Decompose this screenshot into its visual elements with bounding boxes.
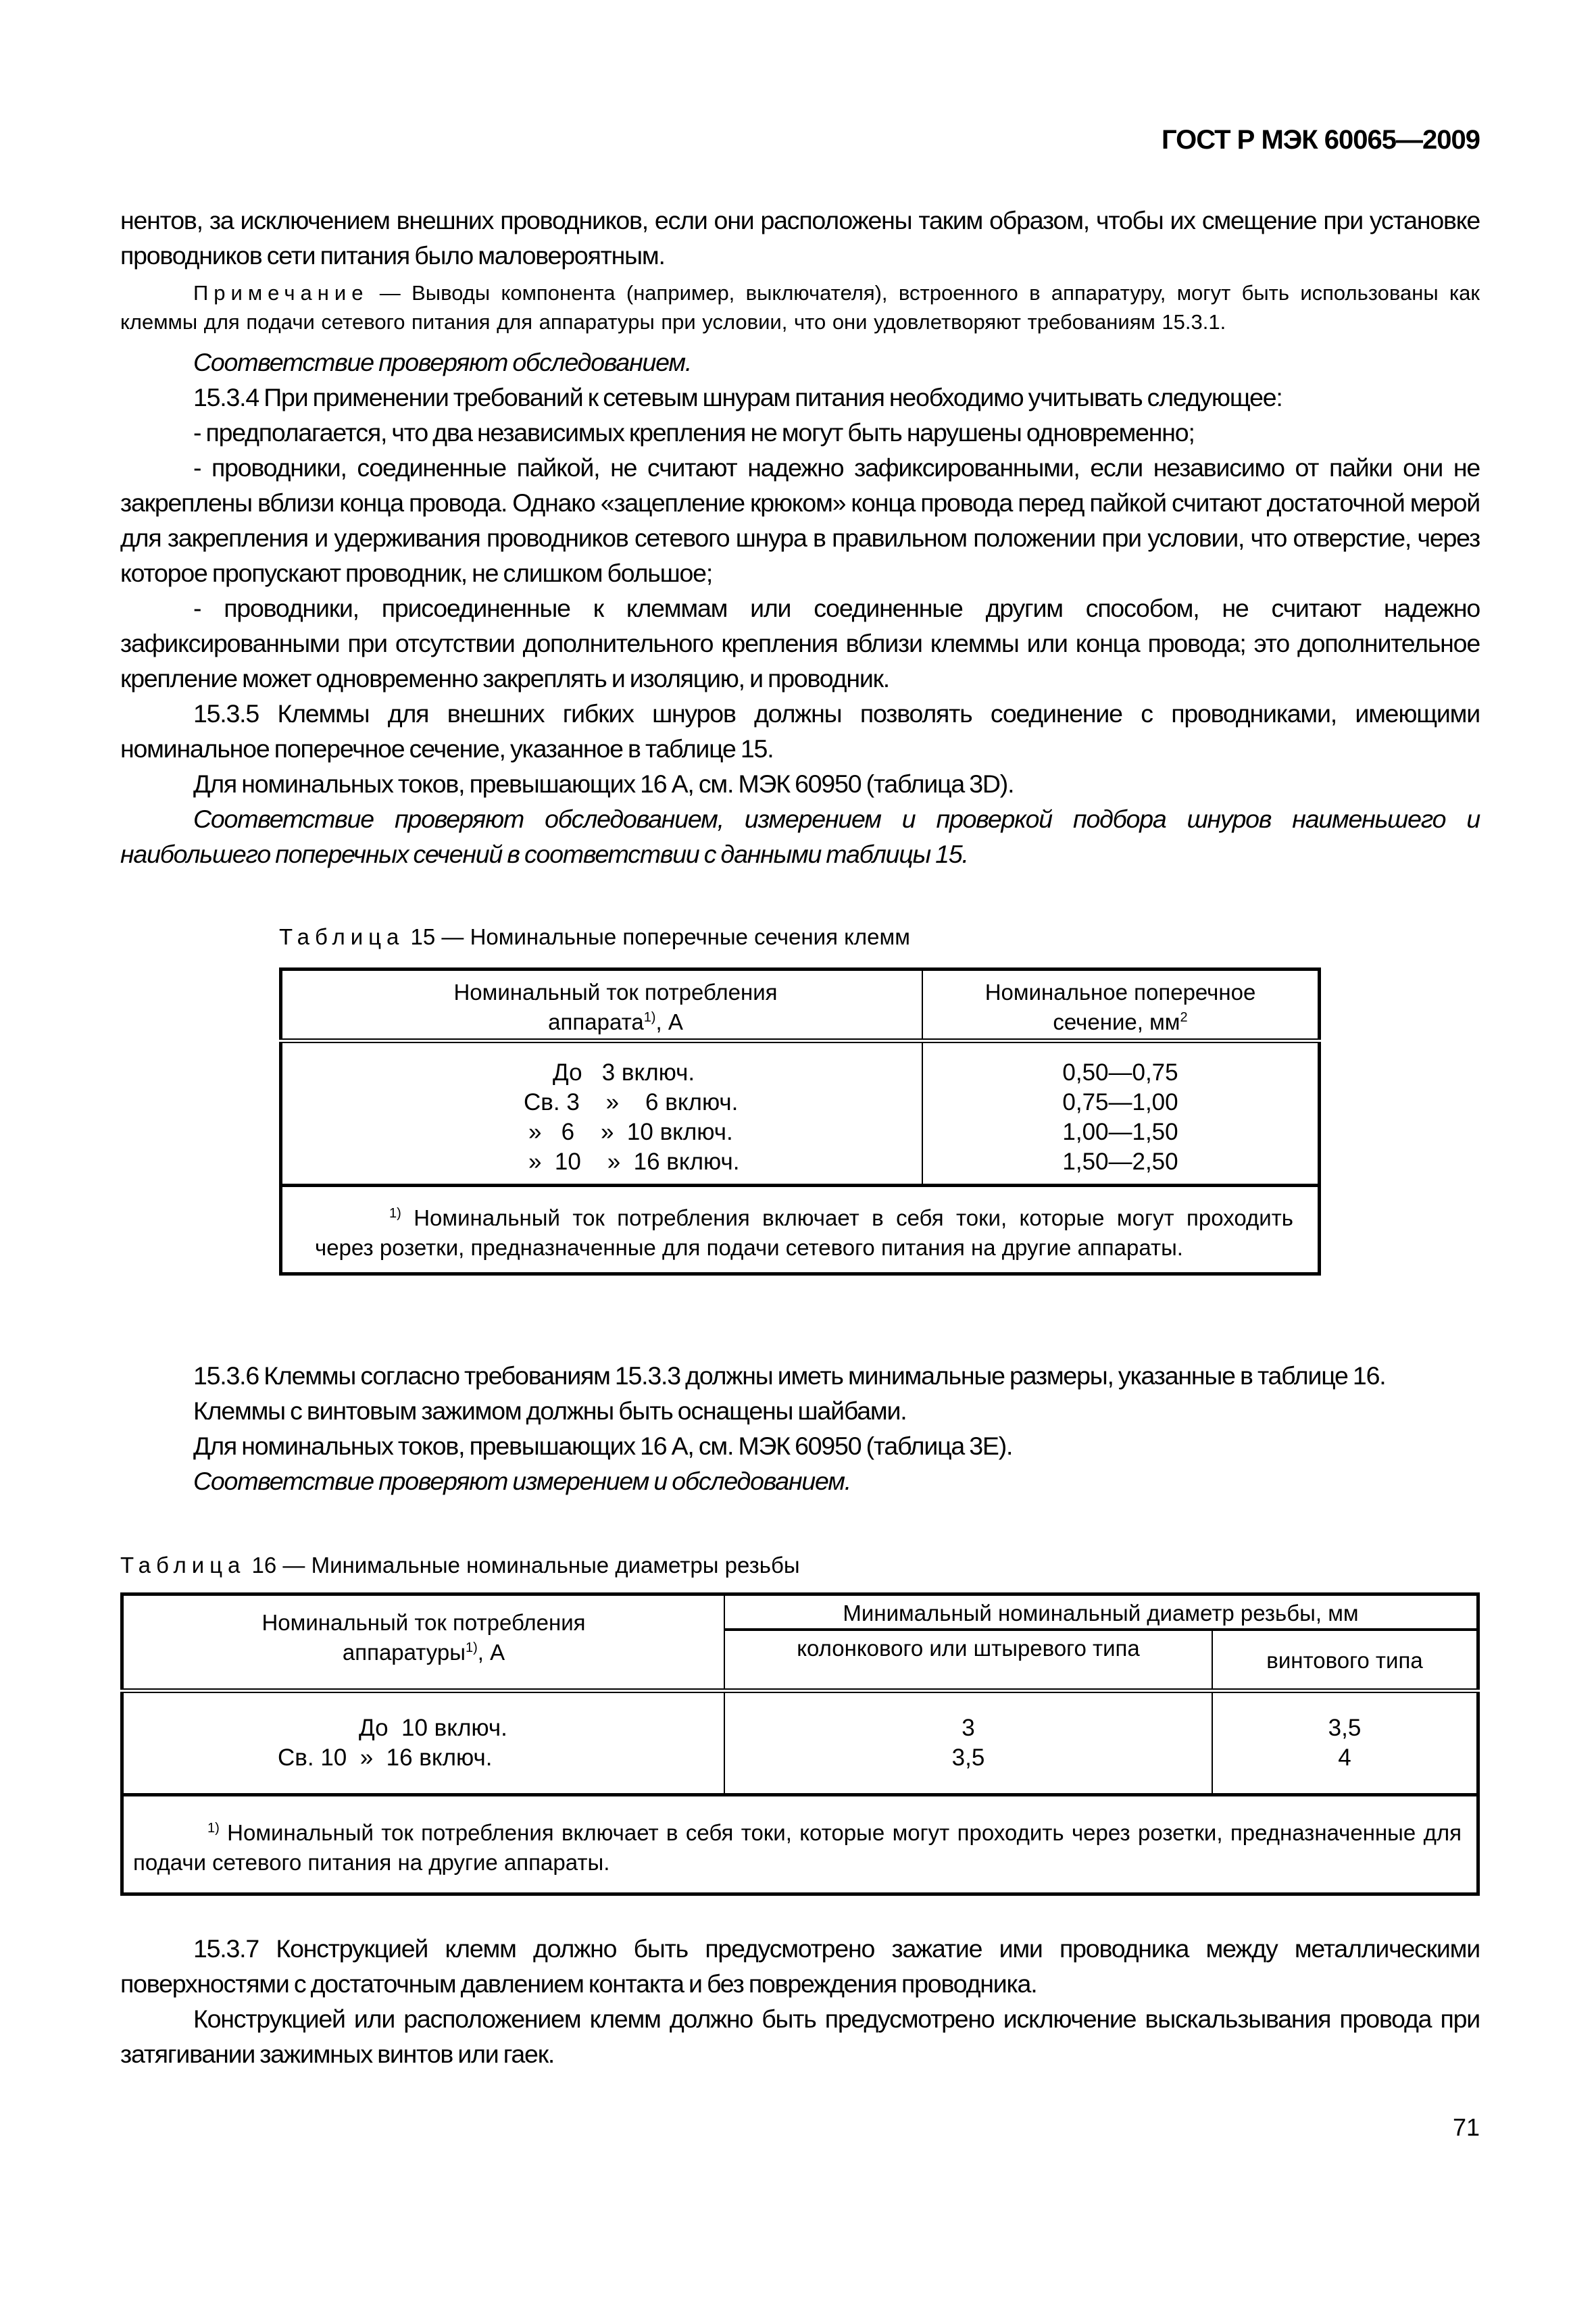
list-item: - проводники, присоединенные к клеммам или соединенные другим способом, не считают надежно зафиксированными при отсутствии дополнительного крепления вблизи клеммы или конца провода; это дополнительное крепление может одновременно закреплять и изоляцию, и проводник. bbox=[120, 594, 1480, 693]
table-15-caption bbox=[279, 924, 910, 950]
header-text: аппаратуры$^{1)}$, А bbox=[342, 1640, 505, 1665]
table-16-caption bbox=[120, 1553, 800, 1578]
paragraph: Для номинальных токов, превышающих 16 А, см. МЭК 60950 (таблица 3Е). bbox=[193, 1432, 1013, 1460]
table-cell: 1,50—2,50 bbox=[1062, 1149, 1178, 1175]
footnote-text: Номинальный ток потребления включает в себя токи, которые могут проходить через розетки, предназначенные для подачи сетевого питания на другие аппараты. bbox=[133, 1819, 1462, 1875]
table-15 bbox=[279, 967, 1321, 1276]
table-footnote bbox=[281, 1186, 1320, 1274]
footnote-mark: 1) bbox=[207, 1820, 220, 1836]
compliance-note: Соответствие проверяют обследованием. bbox=[193, 348, 692, 376]
caption-text: 15 — Номинальные поперечные сечения клемм bbox=[404, 924, 910, 949]
table-cell: 1,00—1,50 bbox=[1062, 1119, 1178, 1145]
table-16 bbox=[120, 1592, 1480, 1896]
clause-15-3-4: 15.3.4 При применении требований к сетевым шнурам питания необходимо учитывать следующее: bbox=[193, 383, 1282, 411]
group-header: Минимальный номинальный диаметр резьбы, мм bbox=[724, 1594, 1478, 1630]
paragraph: Клеммы с винтовым зажимом должны быть оснащены шайбами. bbox=[193, 1397, 907, 1425]
table-row: Св. 10 » 16 включ. bbox=[278, 1744, 493, 1771]
text-block-1 bbox=[120, 203, 1480, 872]
table-row: » 10 » 16 включ. bbox=[528, 1149, 740, 1175]
compliance-note: Соответствие проверяют обследованием, измерением и проверкой подбора шнуров наименьшего и наибольшего поперечных сечений в соответствии с данными таблицы 15. bbox=[120, 805, 1480, 868]
table-header-cell bbox=[281, 970, 923, 1041]
section-column bbox=[922, 1041, 1320, 1186]
current-column bbox=[122, 1690, 725, 1794]
table-cell: 3,5 bbox=[1328, 1714, 1362, 1741]
list-item: - предполагается, что два независимых крепления не могут быть нарушены одновременно; bbox=[193, 418, 1195, 447]
pillar-column bbox=[724, 1690, 1212, 1794]
document-header: ГОСТ Р МЭК 60065—2009 bbox=[1161, 125, 1480, 155]
table-row: До 10 включ. bbox=[359, 1714, 507, 1741]
clause-15-3-5: 15.3.5 Клеммы для внешних гибких шнуров должны позволять соединение с проводниками, имеющими номинальное поперечное сечение, указанное в таблице 15. bbox=[120, 699, 1480, 763]
header-text: сечение, $мм^2$ bbox=[1053, 1009, 1188, 1034]
table-header-cell bbox=[122, 1594, 725, 1691]
caption-label: Таблица bbox=[279, 924, 405, 949]
header-text: Номинальный ток потребления bbox=[453, 980, 778, 1005]
text-block-3 bbox=[120, 1931, 1480, 2071]
note bbox=[120, 278, 1480, 336]
table-row: » 6 » 10 включ. bbox=[528, 1119, 733, 1145]
note-label: Примечание bbox=[193, 281, 369, 305]
clause-15-3-7: 15.3.7 Конструкцией клемм должно быть предусмотрено зажатие ими проводника между металлическими поверхностями с достаточным давлением контакта и без повреждения проводника. bbox=[120, 1934, 1480, 1998]
compliance-note: Соответствие проверяют измерением и обследованием. bbox=[193, 1467, 851, 1495]
caption-label: Таблица bbox=[120, 1553, 246, 1578]
footnote-mark: 1) bbox=[389, 1206, 401, 1221]
table-header-cell bbox=[922, 970, 1320, 1041]
header-text: Номинальное поперечное bbox=[984, 980, 1256, 1005]
table-row: Св. 3 » 6 включ. bbox=[524, 1089, 739, 1115]
table-header-cell: винтового типа bbox=[1266, 1648, 1423, 1673]
paragraph: Для номинальных токов, превышающих 16 А, см. МЭК 60950 (таблица 3D). bbox=[193, 770, 1014, 798]
text-block-2 bbox=[120, 1358, 1480, 1499]
table-header-cell: колонкового или штыревого типа bbox=[724, 1630, 1212, 1690]
footnote-text: Номинальный ток потребления включает в себя токи, которые могут проходить через розетки, предназначенные для подачи сетевого питания на другие аппараты. bbox=[315, 1205, 1293, 1260]
table-row: До 3 включ. bbox=[553, 1059, 695, 1086]
list-item: - проводники, соединенные пайкой, не считают надежно зафиксированными, если независимо от пайки они не закреплены вблизи конца провода. Однако «зацепление крюком» конца провода перед пайкой считают достаточной мерой для закрепления и удерживания проводников сетевого шнура в правильном положении при условии, что отверстие, через которое пропускают проводник, не слишком большое; bbox=[120, 453, 1480, 587]
table-footnote bbox=[122, 1794, 1478, 1894]
table-cell: 0,75—1,00 bbox=[1062, 1089, 1178, 1115]
table-cell: 0,50—0,75 bbox=[1062, 1059, 1178, 1086]
table-cell: 3 bbox=[962, 1714, 975, 1741]
page-number: 71 bbox=[1452, 2113, 1480, 2141]
note-text: — Выводы компонента (например, выключателя), встроенного в аппаратуру, могут быть использованы как клеммы для подачи сетевого питания для аппаратуры при условии, что они удовлетворяют требованиям 15.3.1. bbox=[120, 281, 1480, 334]
header-text: аппарата$^{1)}$, А bbox=[548, 1009, 683, 1034]
paragraph: нентов, за исключением внешних проводников, если они расположены таким образом, чтобы их смещение при установке проводников сети питания было маловероятным. bbox=[120, 206, 1480, 270]
paragraph: Конструкцией или расположением клемм должно быть предусмотрено исключение выскальзывания провода при затягивании зажимных винтов или гаек. bbox=[120, 2005, 1480, 2068]
clause-15-3-6: 15.3.6 Клеммы согласно требованиям 15.3.3 должны иметь минимальные размеры, указанные в таблице 16. bbox=[193, 1361, 1386, 1390]
table-cell: 4 bbox=[1338, 1744, 1351, 1771]
caption-text: 16 — Минимальные номинальные диаметры резьбы bbox=[245, 1553, 800, 1578]
table-cell: 3,5 bbox=[951, 1744, 985, 1771]
current-column bbox=[281, 1041, 923, 1186]
header-text: Номинальный ток потребления bbox=[261, 1610, 586, 1635]
screw-column bbox=[1212, 1690, 1478, 1794]
